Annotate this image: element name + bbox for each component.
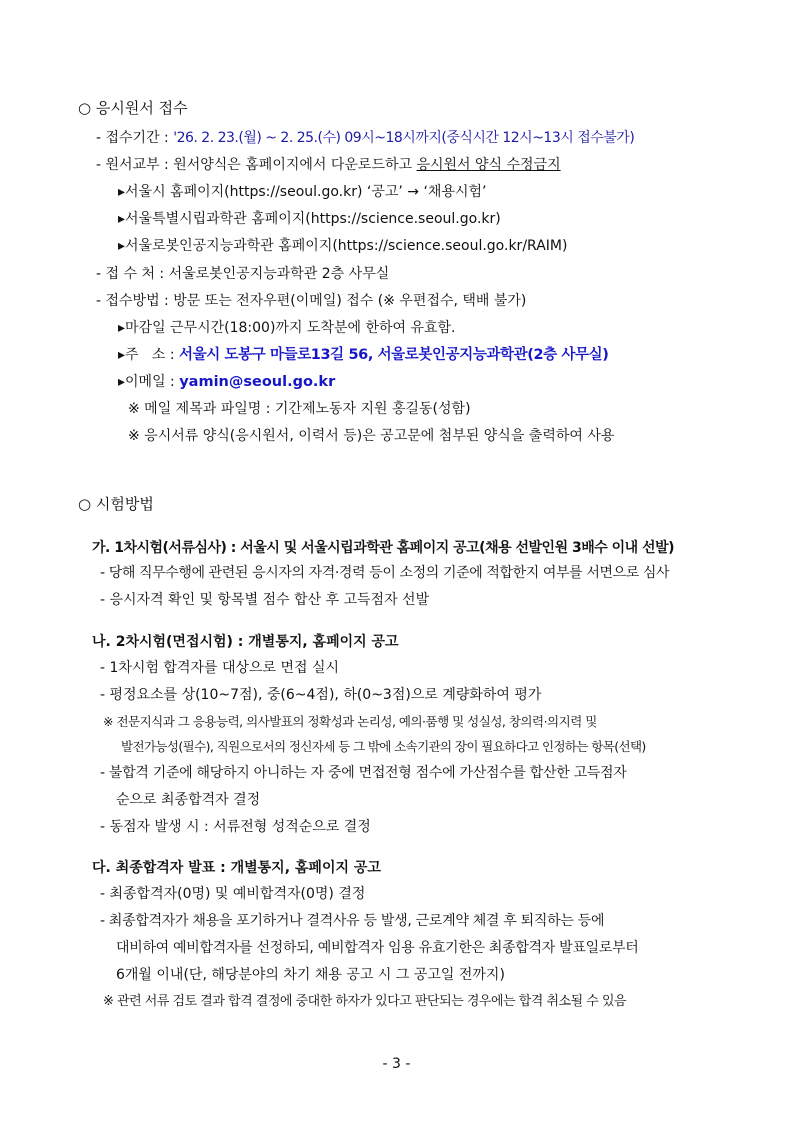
address-label: ▸주 소 : — [118, 347, 180, 363]
section-title-application: ○ 응시원서 접수 — [78, 99, 188, 117]
dist-item-raim: ▸서울로봇인공지능과학관 홈페이지(https://science.seoul.go.kr/RAIM) — [118, 238, 568, 254]
note-form-usage: ※ 응시서류 양식(응시원서, 이력서 등)은 공고문에 첨부된 양식을 출력하여 사용 — [128, 428, 615, 444]
exam-stage-2-item: - 동점자 발생 시 : 서류전형 성적순으로 결정 — [100, 819, 371, 835]
application-method: - 접수방법 : 방문 또는 전자우편(이메일) 접수 (※ 우편접수, 택배 불가) — [96, 293, 527, 309]
address-value: 서울시 도봉구 마들로13길 56, 서울로봇인공지능과학관(2층 사무실) — [179, 347, 609, 363]
exam-stage-2-note-cont: 발전가능성(필수), 직원으로서의 정신자세 등 그 밖에 소속기관의 장이 필요하다고 인정하는 항목(선택) — [121, 739, 646, 754]
final-announce-item-cont: 6개월 이내(단, 해당분야의 차기 채용 공고 시 그 공고일 전까지) — [116, 967, 505, 983]
form-edit-warning: 응시원서 양식 수정금지 — [416, 157, 561, 173]
final-announce-item: - 최종합격자(0명) 및 예비합격자(0명) 결정 — [100, 886, 366, 902]
final-announce-item: - 최종합격자가 채용을 포기하거나 결격사유 등 발생, 근로계약 체결 후 퇴직하는 등에 — [100, 913, 605, 929]
period-label: - 접수기간 : — [96, 130, 174, 146]
exam-stage-1-item: - 응시자격 확인 및 항목별 점수 합산 후 고득점자 선발 — [100, 592, 430, 608]
exam-stage-2-item: - 평정요소를 상(10~7점), 중(6~4점), 하(0~3점)으로 계량화하여 평가 — [100, 687, 542, 703]
exam-stage-2-item: - 1차시험 합격자를 대상으로 면접 실시 — [100, 660, 340, 676]
email — [118, 372, 335, 392]
exam-stage-2-item-cont: 순으로 최종합격자 결정 — [116, 792, 261, 808]
application-period — [96, 128, 634, 148]
page-number: - 3 - — [382, 1056, 411, 1072]
exam-stage-1-title: 가. 1차시험(서류심사) : 서울시 및 서울시립과학관 홈페이지 공고(채용 선발인원 3배수 이내 선발) — [92, 540, 674, 556]
final-announce-note: ※ 관련 서류 검토 결과 합격 결정에 중대한 하자가 있다고 판단되는 경우에는 합격 취소될 수 있음 — [103, 994, 627, 1009]
dist-item-science: ▸서울특별시립과학관 홈페이지(https://science.seoul.go.kr) — [118, 211, 501, 227]
dist-item-seoul: ▸서울시 홈페이지(https://seoul.go.kr) ‘공고’ → ‘채용시험’ — [118, 184, 487, 200]
note-mail-title: ※ 메일 제목과 파일명 : 기간제노동자 지원 홍길동(성함) — [128, 401, 471, 417]
receiving-place: - 접 수 처 : 서울로봇인공지능과학관 2층 사무실 — [96, 266, 390, 282]
section-title-exam: ○ 시험방법 — [78, 495, 154, 513]
form-distribution — [96, 155, 561, 175]
address — [118, 345, 608, 365]
final-announce-title: 다. 최종합격자 발표 : 개별통지, 홈페이지 공고 — [92, 860, 381, 876]
deadline-note: ▸마감일 근무시간(18:00)까지 도착분에 한하여 유효함. — [118, 320, 456, 336]
exam-stage-1-item: - 당해 직무수행에 관련된 응시자의 자격·경력 등이 소정의 기준에 적합한지 여부를 서면으로 심사 — [100, 565, 670, 581]
exam-stage-2-item: - 불합격 기준에 해당하지 아니하는 자 중에 면접전형 점수에 가산점수를 합산한 고득점자 — [100, 765, 627, 781]
email-label: ▸이메일 : — [118, 374, 180, 390]
exam-stage-2-title: 나. 2차시험(면접시험) : 개별통지, 홈페이지 공고 — [92, 634, 399, 650]
distribution-label: - 원서교부 : 원서양식은 홈페이지에서 다운로드하고 — [96, 157, 417, 173]
exam-stage-2-note: ※ 전문지식과 그 응용능력, 의사발표의 정확성과 논리성, 예의·품행 및 성실성, 창의력·의지력 및 — [103, 714, 597, 729]
period-value: '26. 2. 23.(월) ~ 2. 25.(수) 09시~18시까지(중식시간 12시~13시 접수불가) — [173, 130, 635, 146]
final-announce-item-cont: 대비하여 예비합격자를 선정하되, 예비합격자 임용 유효기한은 최종합격자 발표일로부터 — [116, 940, 639, 956]
email-value: yamin@seoul.go.kr — [179, 374, 336, 390]
